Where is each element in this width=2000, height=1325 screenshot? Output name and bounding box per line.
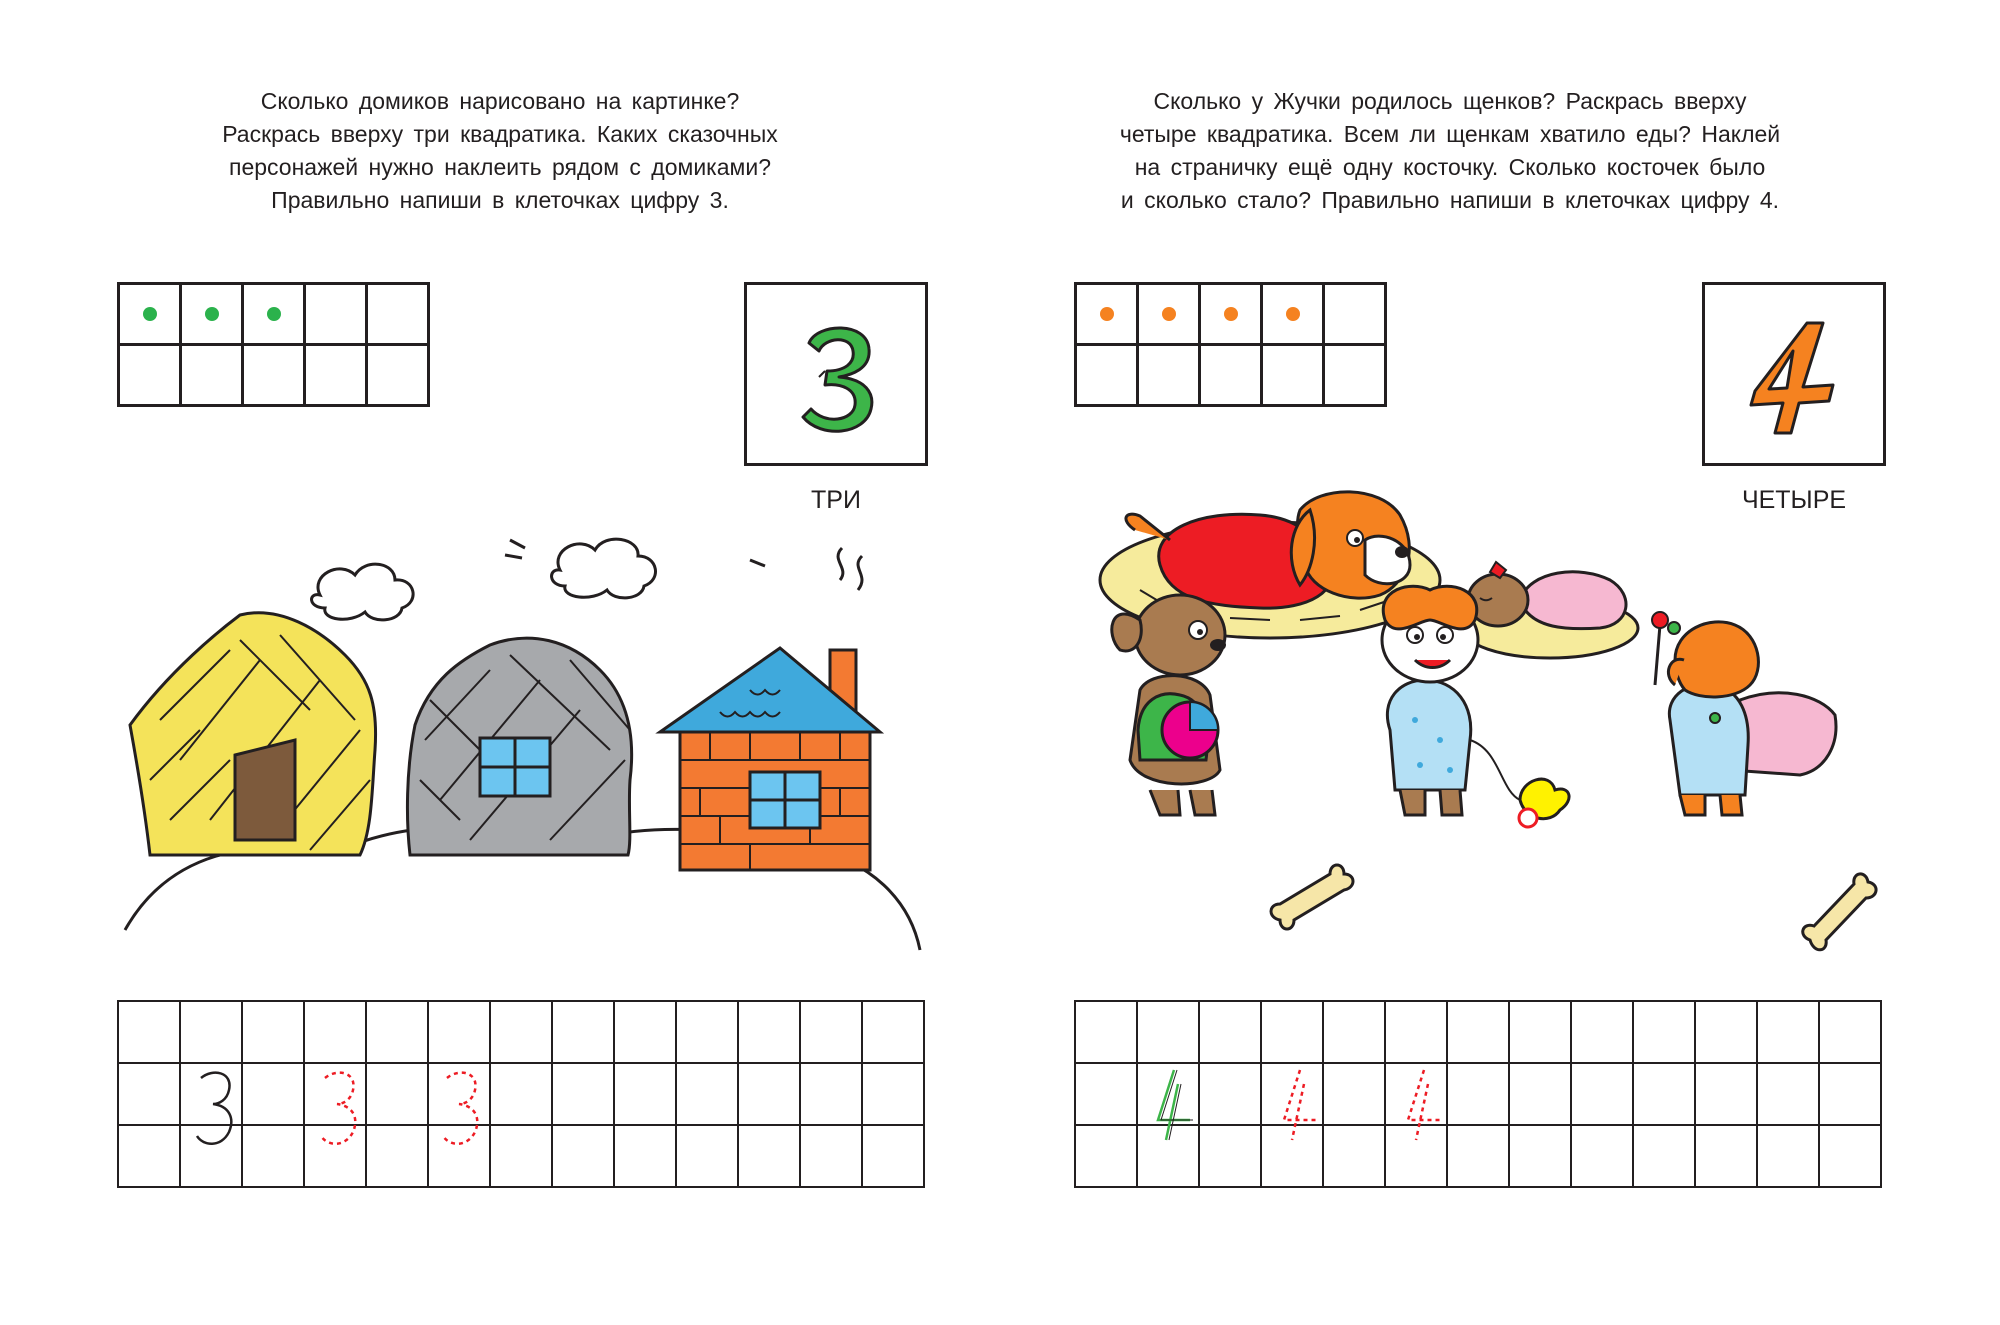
writing-cell[interactable] [1696,1126,1758,1188]
instruction-line: Сколько у Жучки родилось щенков? Раскрась вверху [1153,88,1747,114]
writing-cell[interactable] [367,1002,429,1064]
counting-square[interactable] [1263,346,1325,407]
writing-cell[interactable] [1634,1002,1696,1064]
writing-cell[interactable] [863,1064,925,1126]
count-dot-icon [1162,307,1176,321]
counting-square[interactable] [1077,285,1139,346]
writing-cell[interactable] [863,1002,925,1064]
counting-square[interactable] [120,285,182,346]
counting-square[interactable] [244,346,306,407]
writing-cell[interactable] [801,1064,863,1126]
writing-cell[interactable] [615,1064,677,1126]
writing-cell[interactable] [367,1126,429,1188]
writing-cell[interactable] [1324,1064,1386,1126]
writing-cell[interactable] [1510,1126,1572,1188]
counting-square[interactable] [368,346,430,407]
writing-cell[interactable] [1758,1126,1820,1188]
writing-cell[interactable] [1076,1126,1138,1188]
writing-cell[interactable] [119,1126,181,1188]
count-dot-icon [1286,307,1300,321]
writing-cell[interactable] [181,1064,243,1126]
count-dot-icon [143,307,157,321]
writing-cell[interactable] [1510,1002,1572,1064]
writing-cell[interactable] [1386,1126,1448,1188]
writing-cell[interactable] [1448,1126,1510,1188]
writing-cell[interactable] [1696,1064,1758,1126]
writing-cell[interactable] [739,1126,801,1188]
writing-cell[interactable] [305,1002,367,1064]
right-instructions [1090,85,1810,217]
writing-cell[interactable] [1200,1002,1262,1064]
numeral-three-glyph [747,285,925,463]
writing-cell[interactable] [739,1002,801,1064]
writing-cell[interactable] [1076,1002,1138,1064]
writing-cell[interactable] [801,1126,863,1188]
counting-square[interactable] [306,285,368,346]
numeral-box-three [744,282,928,466]
writing-cell[interactable] [429,1126,491,1188]
writing-cell[interactable] [1200,1126,1262,1188]
counting-square[interactable] [1139,285,1201,346]
writing-cell[interactable] [739,1064,801,1126]
writing-cell[interactable] [1820,1126,1882,1188]
writing-cell[interactable] [1324,1126,1386,1188]
dog-and-puppies-illustration [1080,470,2000,980]
writing-cell[interactable] [491,1002,553,1064]
writing-cell[interactable] [1138,1126,1200,1188]
writing-cell[interactable] [1634,1126,1696,1188]
writing-cell[interactable] [615,1126,677,1188]
counting-square[interactable] [1325,285,1387,346]
count-dot-icon [205,307,219,321]
count-dot-icon [1100,307,1114,321]
numeral-word: ТРИ [811,486,861,514]
writing-cell[interactable] [1138,1064,1200,1126]
writing-cell[interactable] [1386,1064,1448,1126]
counting-square[interactable] [244,285,306,346]
writing-cell[interactable] [1572,1126,1634,1188]
writing-cell[interactable] [615,1002,677,1064]
writing-cell[interactable] [677,1064,739,1126]
puppy-with-lollipop-icon [1652,612,1836,815]
writing-cell[interactable] [677,1002,739,1064]
counting-square[interactable] [1077,346,1139,407]
writing-cell[interactable] [1200,1064,1262,1126]
counting-square[interactable] [1201,285,1263,346]
writing-cell[interactable] [243,1002,305,1064]
count-dot-icon [267,307,281,321]
writing-cell[interactable] [1448,1064,1510,1126]
counting-square[interactable] [306,346,368,407]
counting-square[interactable] [1263,285,1325,346]
writing-cell[interactable] [181,1002,243,1064]
writing-cell[interactable] [1448,1002,1510,1064]
writing-cell[interactable] [553,1126,615,1188]
writing-cell[interactable] [1262,1002,1324,1064]
writing-cell[interactable] [1634,1064,1696,1126]
instruction-line: персонажей нужно наклеить рядом с домиками? [229,154,771,180]
numeral-box-four [1702,282,1886,466]
writing-cell[interactable] [1696,1002,1758,1064]
writing-cell[interactable] [1572,1002,1634,1064]
writing-cell[interactable] [119,1064,181,1126]
writing-cell[interactable] [491,1064,553,1126]
counting-square[interactable] [368,285,430,346]
instruction-line: четыре квадратика. Всем ли щенкам хватило еды? Наклей [1119,121,1781,147]
counting-square[interactable] [1139,346,1201,407]
writing-grid [117,1000,925,1188]
counting-square[interactable] [182,285,244,346]
writing-cell[interactable] [367,1064,429,1126]
writing-cell[interactable] [429,1064,491,1126]
instruction-line: и сколько стало? Правильно напиши в клеточках цифру 4. [1120,187,1780,213]
left-instructions [190,85,810,217]
writing-cell[interactable] [801,1002,863,1064]
writing-cell[interactable] [491,1126,553,1188]
straw-house-icon [130,613,376,855]
writing-cell[interactable] [1138,1002,1200,1064]
count-dot-icon [1224,307,1238,321]
writing-cell[interactable] [1076,1064,1138,1126]
counting-square[interactable] [120,346,182,407]
writing-cell[interactable] [1758,1064,1820,1126]
numeral-four-glyph [1705,285,1883,463]
stick-house-icon [407,638,631,855]
instruction-line: на страничку ещё одну косточку. Сколько косточек было [1134,154,1766,180]
instruction-line: Правильно напиши в клеточках цифру 3. [271,187,729,213]
counting-square[interactable] [182,346,244,407]
writing-cell[interactable] [429,1002,491,1064]
counting-square[interactable] [1325,346,1387,407]
writing-cell[interactable] [1324,1002,1386,1064]
writing-cell[interactable] [305,1126,367,1188]
writing-cell[interactable] [1510,1064,1572,1126]
writing-grid [1074,1000,1882,1188]
puppy-with-ball-icon [1112,595,1226,815]
brick-house-icon [660,648,880,870]
writing-cell[interactable] [1820,1064,1882,1126]
instruction-line: Сколько домиков нарисовано на картинке? [260,88,740,114]
writing-cell[interactable] [553,1002,615,1064]
right-page [1000,0,2000,1325]
sleeping-puppy-icon [1462,562,1638,658]
writing-cell[interactable] [181,1126,243,1188]
counting-squares-grid [117,282,430,407]
counting-square[interactable] [1201,346,1263,407]
instruction-line: Раскрась вверху три квадратика. Каких сказочных [222,121,778,147]
writing-cell[interactable] [305,1064,367,1126]
counting-squares-grid [1074,282,1387,407]
writing-cell[interactable] [119,1002,181,1064]
numeral-word: ЧЕТЫРЕ [1741,486,1847,514]
writing-cell[interactable] [1386,1002,1448,1064]
writing-cell[interactable] [243,1126,305,1188]
writing-cell[interactable] [1820,1002,1882,1064]
writing-cell[interactable] [677,1126,739,1188]
three-houses-illustration [110,520,930,960]
writing-cell[interactable] [243,1064,305,1126]
smoke-cloud-icon [312,539,656,620]
writing-cell[interactable] [1758,1002,1820,1064]
writing-cell[interactable] [863,1126,925,1188]
writing-cell[interactable] [1572,1064,1634,1126]
writing-cell[interactable] [553,1064,615,1126]
writing-cell[interactable] [1262,1064,1324,1126]
writing-cell[interactable] [1262,1126,1324,1188]
